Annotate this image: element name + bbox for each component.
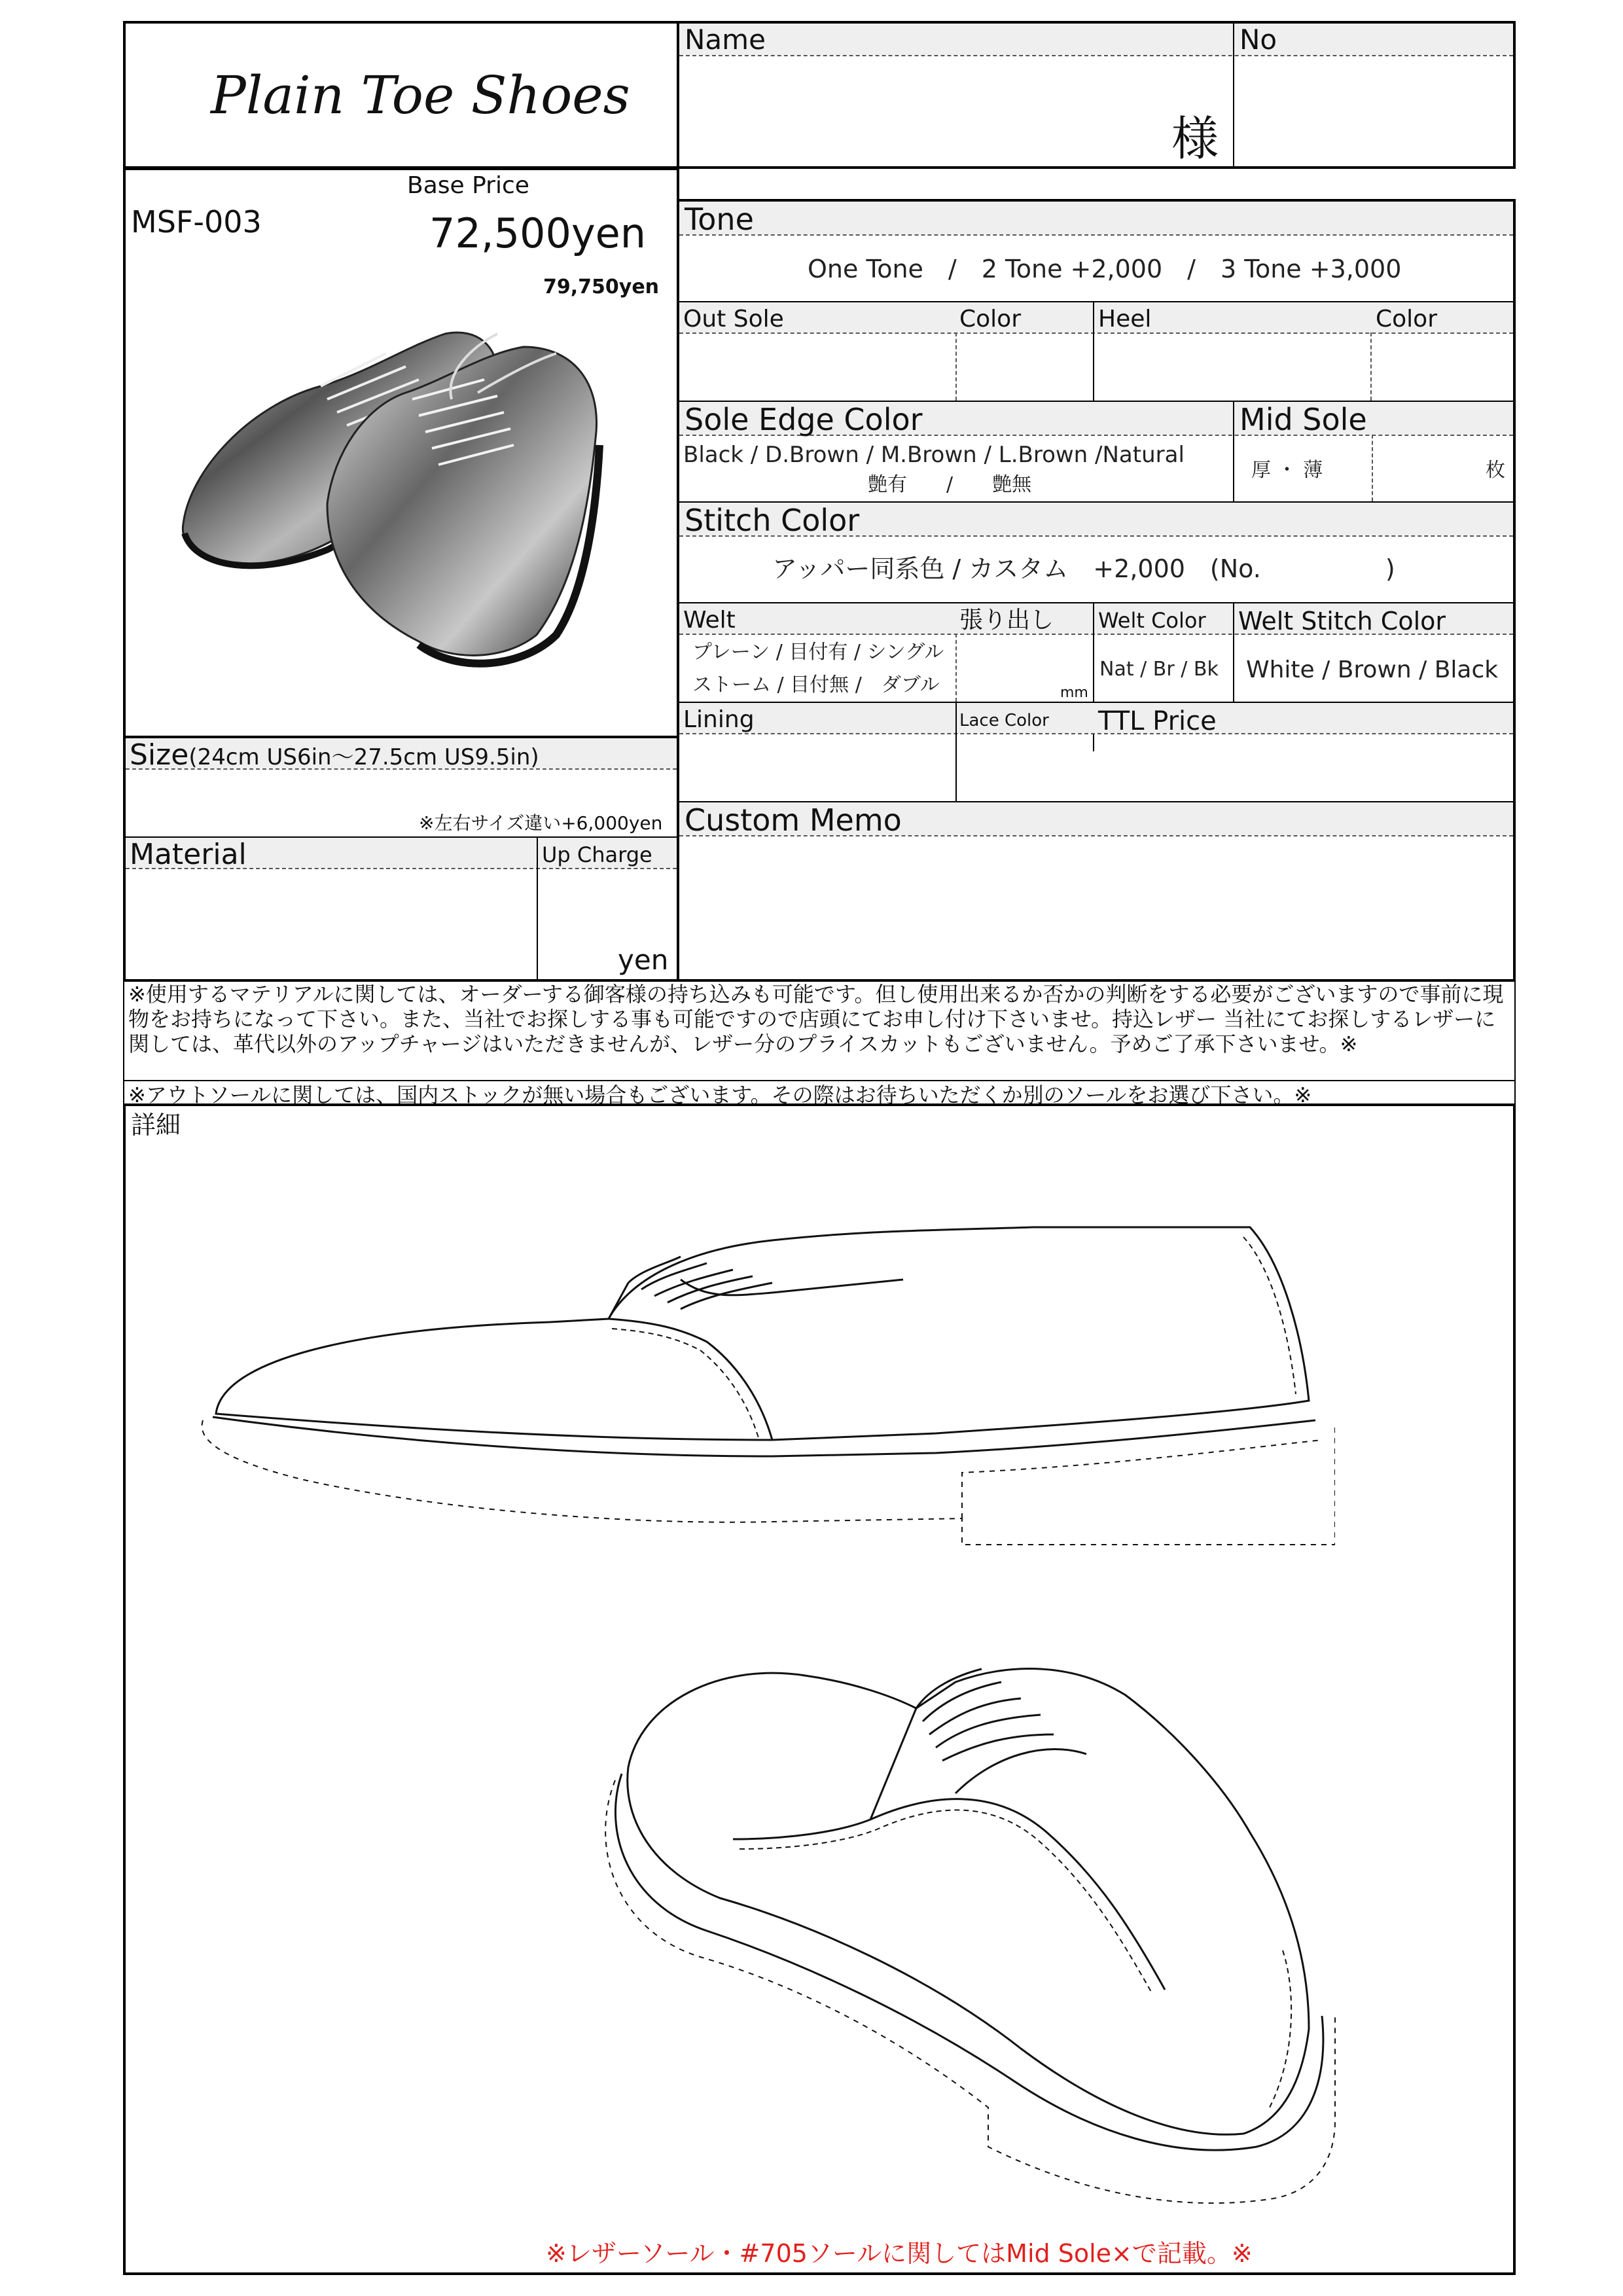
custom-memo-field[interactable] — [681, 838, 1512, 979]
outsole-note: ※アウトソールに関しては、国内ストックが無い場合もございます。その際はお待ちいただくか別のソールをお選び下さい。※ — [128, 1083, 1312, 1107]
tq-vamp-stitch — [740, 1810, 1152, 1993]
sole-header-divider — [679, 332, 1513, 334]
page-title: Plain Toe Shoes — [211, 65, 630, 126]
material-divider — [537, 838, 538, 980]
product-code: MSF-003 — [131, 204, 262, 240]
out-sole-field[interactable] — [681, 335, 953, 399]
side-welt — [213, 1417, 1315, 1456]
sole-edge-finish[interactable]: 艶有 / 艶無 — [868, 473, 1032, 496]
heel-divider — [1370, 332, 1372, 401]
mid-sole-count-field[interactable] — [1374, 437, 1479, 500]
side-vamp-line — [609, 1319, 772, 1440]
product-price: 72,500yen — [429, 209, 647, 257]
detail-footer-note: ※レザーソール・#705ソールに関してはMid Sole×で記載。※ — [546, 2239, 1253, 2268]
shoe-side-view-drawing[interactable] — [183, 1165, 1335, 1558]
up-charge-unit: yen — [618, 944, 669, 976]
tone-label: Tone — [685, 202, 754, 237]
welt-style-line1[interactable]: プレーン / 目付有 / シングル — [692, 641, 944, 664]
product-photo — [170, 308, 668, 674]
tone-header-divider — [679, 234, 1513, 236]
lining-header-bg — [679, 703, 1513, 736]
heel-color-field[interactable] — [1373, 335, 1512, 399]
lace-color-field[interactable] — [958, 736, 1090, 800]
tone-header-bg — [679, 202, 1513, 237]
lace-color-label: Lace Color — [959, 711, 1049, 730]
side-upper-outline — [216, 1227, 1309, 1440]
ttl-price-field[interactable] — [1096, 736, 1512, 800]
sole-edge-colors[interactable]: Black / D.Brown / M.Brown / L.Brown /Natural — [683, 442, 1185, 468]
tone-options[interactable]: One Tone / 2 Tone +2,000 / 3 Tone +3,000 — [808, 255, 1402, 283]
size-note: ※左右サイズ違い+6,000yen — [419, 812, 663, 834]
lining-label: Lining — [683, 706, 755, 733]
tq-upper-outline — [628, 1669, 1309, 2135]
custom-memo-label: Custom Memo — [685, 802, 902, 838]
welt-mm-unit: mm — [1060, 685, 1088, 701]
notes-divider — [123, 1080, 1516, 1081]
side-vamp-stitch — [612, 1329, 759, 1440]
ttl-price-label: TTL Price — [1098, 706, 1217, 736]
welt-stitch-color-options[interactable]: White / Brown / Black — [1246, 656, 1499, 683]
sole-heel-divider — [1093, 302, 1094, 401]
welt-hari-divider — [955, 634, 957, 702]
side-lacing — [628, 1257, 772, 1309]
stitch-options[interactable]: アッパー同系色 / カスタム +2,000 (No. ) — [772, 554, 1395, 583]
welt-stitch-divider — [1233, 603, 1234, 702]
up-charge-label: Up Charge — [542, 842, 652, 867]
name-field[interactable] — [681, 59, 1230, 166]
name-label: Name — [685, 24, 766, 56]
side-heel-outline — [962, 1440, 1322, 1518]
mid-sole-unit: 枚 — [1486, 459, 1505, 482]
out-sole-color-field[interactable] — [958, 335, 1090, 399]
size-label-text: Size — [130, 738, 189, 772]
product-price-tax: 79,750yen — [543, 276, 660, 298]
material-note: ※使用するマテリアルに関しては、オーダーする御客様の持ち込みも可能です。但し使用出来るか否かの判断をする必要がございますので事前に現物をお持ちになって下さい。また、当社でお探しする事も可能ですので店頭にてお申し付け下さいませ。持込レザー 当社にてお探しするレザーに関しては、革代以外のアップチャージはいただきませんが、レザー分のプライスカットもございません。予めご了承下さいませ。※ — [128, 982, 1504, 1056]
side-upper-stitch — [1243, 1237, 1296, 1394]
base-price-label: Base Price — [407, 172, 529, 199]
welt-stitch-color-label: Welt Stitch Color — [1238, 607, 1446, 636]
material-label: Material — [130, 838, 247, 871]
sole-edge-label: Sole Edge Color — [685, 402, 923, 437]
material-field[interactable] — [126, 870, 534, 979]
detail-label: 詳細 — [131, 1111, 181, 1139]
welt-color-options[interactable]: Nat / Br / Bk — [1099, 658, 1219, 681]
no-field[interactable] — [1237, 59, 1512, 166]
honorific-label: 様 — [1171, 111, 1219, 166]
mid-sole-divider — [1372, 435, 1373, 501]
welt-label: Welt — [683, 607, 736, 634]
lining-field[interactable] — [681, 736, 953, 800]
tq-sole-outline — [605, 1780, 1335, 2203]
welt-color-label: Welt Color — [1098, 608, 1206, 633]
sole-edge-mid-divider — [1233, 402, 1234, 501]
size-range: (24cm US6in～27.5cm US9.5in) — [188, 744, 539, 770]
name-header-divider — [679, 55, 1513, 56]
lining-lace-divider — [955, 703, 957, 801]
no-label: No — [1240, 24, 1277, 56]
tq-vamp-line — [733, 1799, 1165, 1990]
name-header-bg — [679, 24, 1513, 55]
out-sole-divider — [955, 332, 957, 401]
mid-sole-label: Mid Sole — [1240, 402, 1367, 437]
out-sole-label: Out Sole — [683, 306, 784, 332]
out-sole-color-label: Color — [959, 306, 1021, 332]
tq-heel-stitch — [1270, 1950, 1291, 2108]
heel-label: Heel — [1098, 306, 1152, 332]
title-box — [123, 21, 679, 169]
mid-sole-options[interactable]: 厚 ・ 薄 — [1251, 459, 1323, 482]
tq-lacing — [916, 1669, 1054, 1761]
shoe-three-quarter-view-drawing[interactable] — [589, 1623, 1427, 2212]
name-no-divider — [1233, 22, 1234, 168]
welt-hari-label: 張り出し — [959, 607, 1054, 634]
stitch-label: Stitch Color — [685, 503, 860, 538]
lining-header-divider — [679, 733, 1513, 734]
heel-field[interactable] — [1096, 335, 1368, 399]
welt-style-line2[interactable]: ストーム / 目付無 / ダブル — [692, 673, 940, 696]
heel-color-label: Color — [1376, 306, 1437, 332]
size-label — [130, 738, 539, 772]
